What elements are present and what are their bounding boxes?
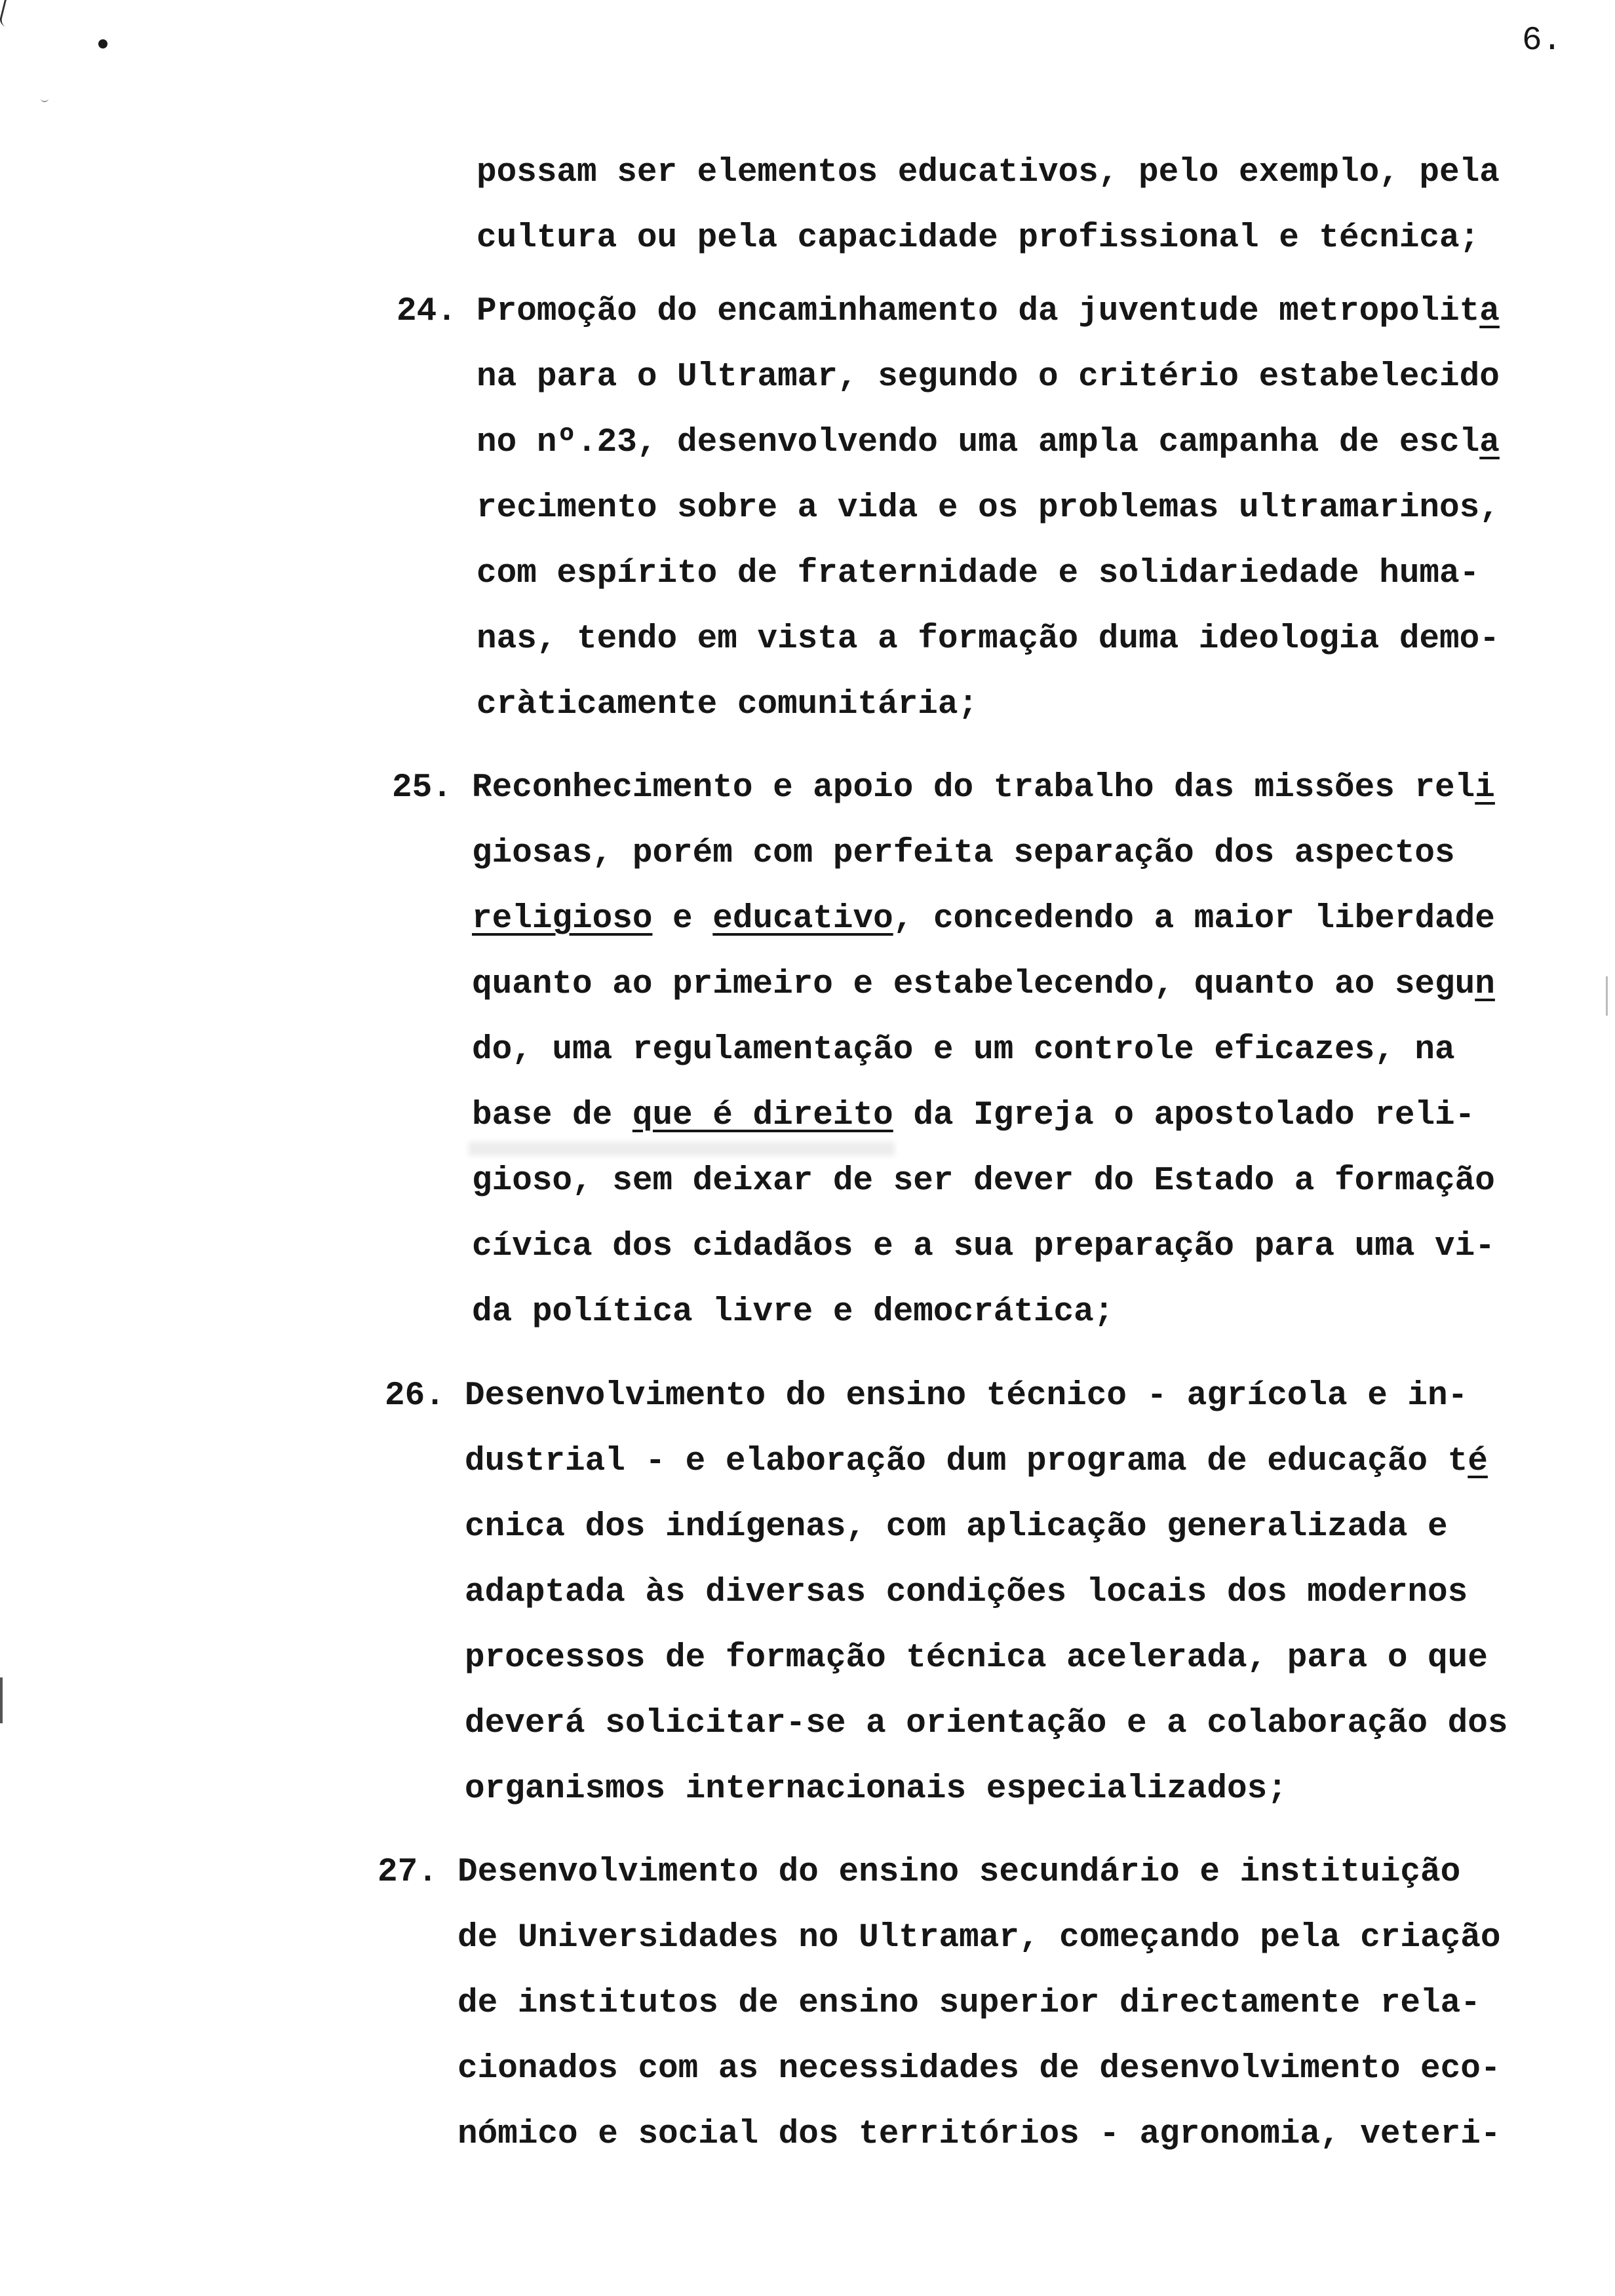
text-segment: de Universidades no Ultramar, começando pela criação	[457, 1919, 1501, 1957]
text-segment: , concedendo a maior liberdade	[893, 900, 1495, 938]
text-segment: cionados com as necessidades de desenvolvimento eco-	[457, 2050, 1501, 2088]
underlined-text: i	[1475, 769, 1495, 807]
text-segment: de institutos de ensino superior directamente rela-	[457, 1985, 1481, 2022]
continued-paragraph	[477, 140, 1500, 271]
item-25	[392, 756, 1495, 1345]
text-segment: cívica dos cidadãos e a sua preparação para uma vi-	[472, 1228, 1495, 1265]
text-segment: Reconhecimento e apoio do trabalho das missões rel	[472, 769, 1475, 807]
text-line	[477, 206, 1500, 271]
text-segment: na para o Ultramar, segundo o critério estabelecido	[477, 358, 1500, 396]
text-line	[472, 952, 1495, 1018]
underlined-text: a	[1479, 424, 1500, 461]
text-segment: dustrial - e elaboração dum programa de educação t	[465, 1443, 1468, 1480]
text-line	[465, 1560, 1508, 1626]
text-segment: Desenvolvimento do ensino técnico - agrícola e in-	[465, 1377, 1468, 1415]
underlined-text: n	[1475, 966, 1495, 1003]
text-line	[465, 1429, 1508, 1495]
text-line	[457, 1971, 1500, 2037]
text-line	[477, 345, 1500, 410]
item-number: 24.	[397, 293, 457, 330]
text-line	[472, 1214, 1495, 1280]
text-line	[472, 1083, 1495, 1149]
text-segment: da Igreja o apostolado reli-	[893, 1097, 1475, 1134]
item-24	[397, 279, 1500, 738]
item-number: 27.	[378, 1854, 438, 1891]
text-segment: e	[652, 900, 713, 938]
text-line	[477, 410, 1500, 476]
text-line	[457, 2037, 1500, 2102]
text-line	[477, 279, 1500, 345]
underlined-text: educativo	[712, 900, 893, 938]
text-line	[477, 607, 1500, 672]
text-segment: quanto ao primeiro e estabelecendo, quanto ao segu	[472, 966, 1475, 1003]
text-segment: da política livre e democrática;	[472, 1293, 1114, 1331]
underlined-text: religioso	[472, 900, 653, 938]
text-segment: gioso, sem deixar de ser dever do Estado a formação	[472, 1162, 1495, 1200]
text-segment: recimento sobre a vida e os problemas ultramarinos,	[477, 489, 1500, 527]
text-line	[457, 1905, 1500, 1971]
text-line	[465, 1691, 1508, 1757]
text-line	[477, 476, 1500, 541]
text-segment: no nº.23, desenvolvendo uma ampla campanha de escl	[477, 424, 1480, 461]
text-segment: deverá solicitar-se a orientação e a colaboração dos	[465, 1705, 1508, 1742]
text-line	[465, 1495, 1508, 1560]
text-segment: base de	[472, 1097, 632, 1134]
item-number: 26.	[385, 1377, 445, 1415]
text-line	[465, 1364, 1508, 1429]
text-segment: com espírito de fraternidade e solidariedade huma-	[477, 555, 1480, 592]
text-segment: giosas, porém com perfeita separação dos aspectos	[472, 835, 1455, 872]
text-line	[465, 1626, 1508, 1691]
text-line	[477, 140, 1500, 206]
text-line	[472, 887, 1495, 952]
text-line	[472, 1018, 1495, 1083]
text-line	[472, 821, 1495, 887]
page-number: 6.	[1522, 22, 1563, 60]
text-segment: possam ser elementos educativos, pelo exemplo, pela	[477, 154, 1500, 191]
text-line	[472, 1149, 1495, 1214]
text-segment: cnica dos indígenas, com aplicação generalizada e	[465, 1508, 1448, 1546]
text-line	[477, 672, 1500, 738]
item-26	[385, 1364, 1508, 1822]
text-segment: Desenvolvimento do ensino secundário e instituição	[457, 1854, 1461, 1891]
text-segment: organismos internacionais especializados;	[465, 1770, 1287, 1808]
text-line	[472, 1280, 1495, 1345]
text-segment: do, uma regulamentação e um controle eficazes, na	[472, 1031, 1455, 1069]
text-segment: nas, tendo em vista a formação duma ideologia demo-	[477, 621, 1500, 658]
text-segment: nómico e social dos territórios - agronomia, veteri-	[457, 2116, 1501, 2153]
text-segment: processos de formação técnica acelerada, para o que	[465, 1639, 1488, 1677]
text-segment: Promoção do encaminhamento da juventude metropolit	[477, 293, 1480, 330]
underlined-text: a	[1479, 293, 1500, 330]
item-number: 25.	[392, 769, 452, 807]
item-27	[378, 1840, 1501, 2168]
text-line	[472, 756, 1495, 821]
text-line	[457, 1840, 1500, 1905]
text-line	[477, 541, 1500, 607]
text-segment: adaptada às diversas condições locais dos modernos	[465, 1574, 1468, 1611]
text-line	[465, 1757, 1508, 1822]
text-line	[457, 2102, 1500, 2168]
text-segment: cràticamente comunitária;	[477, 686, 979, 723]
underlined-text: que é direito	[632, 1097, 893, 1134]
underlined-text: é	[1468, 1443, 1488, 1480]
text-segment: cultura ou pela capacidade profissional e técnica;	[477, 220, 1480, 257]
